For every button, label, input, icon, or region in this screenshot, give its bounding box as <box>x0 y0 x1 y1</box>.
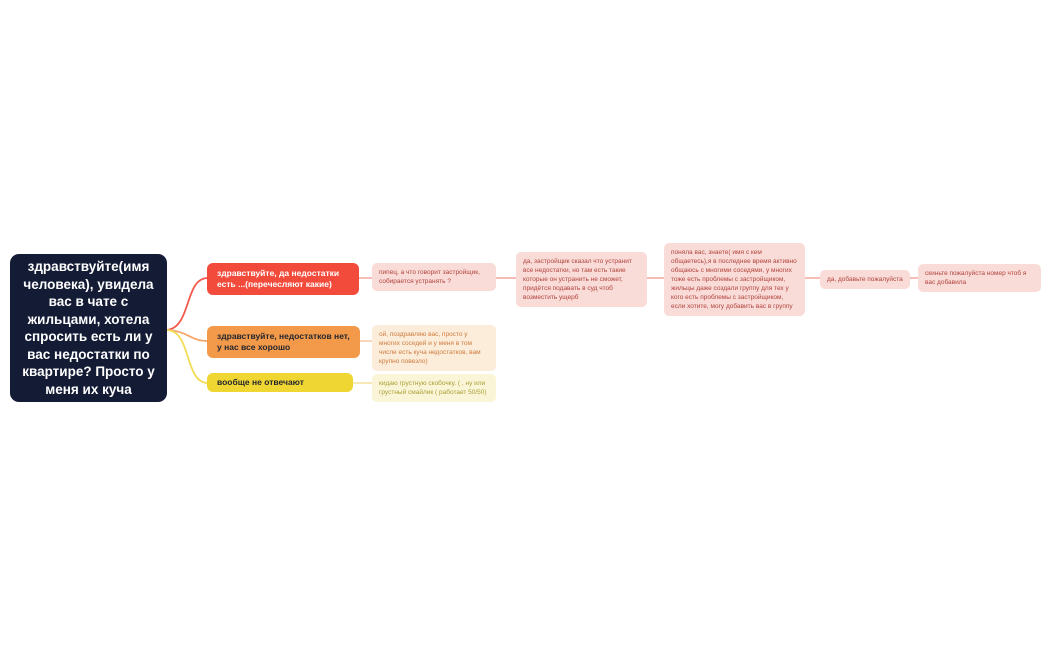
connector-root-to-no-defects <box>167 330 208 341</box>
leaf-defects-reply-2[interactable]: да, застройщик сказал что устранит все недостатки, но там есть такие которые он устранить не сможет, придётся подавать в суд чтоб возместить ущерб <box>516 252 647 307</box>
connector-root-to-no-answer <box>167 330 208 383</box>
leaf-no-answer-reply-1[interactable]: кидаю грустную скобочку. ( , ну или грустный смайлик ( работает 50/50) <box>372 374 496 402</box>
leaf-defects-reply-1[interactable]: пипец, а что говорит застройщик, собирается устранять ? <box>372 263 496 291</box>
branch-defects-yes[interactable]: здравствуйте, да недостатки есть ...(перечесляют какие) <box>207 263 359 295</box>
root-node[interactable]: здравствуйте(имя человека), увидела вас в чате с жильцами, хотела спросить есть ли у вас недостатки по квартире? Просто у меня их куча <box>10 254 167 402</box>
leaf-defects-reply-5[interactable]: скиньте пожалуйста номер чтоб я вас добавила <box>918 264 1041 292</box>
leaf-defects-reply-4[interactable]: да, добавьте пожалуйста <box>820 270 910 289</box>
leaf-no-defects-reply-1[interactable]: ой, поздравляю вас, просто у многих соседей и у меня в том числе есть куча недостатков, вам крупно повезло) <box>372 325 496 371</box>
branch-no-answer[interactable]: вообще не отвечают <box>207 373 353 392</box>
connector-root-to-defects-yes <box>167 278 208 330</box>
leaf-defects-reply-3[interactable]: поняла вас, знаете( имя с кем общаетесь),я в последнее время активно общаюсь с многими соседями, у многих тоже есть проблемы с застройщиком, жильцы даже создали группу для тех у кого есть проблемы с застройщиком, если хотите, могу добавить вас в группу <box>664 243 805 316</box>
branch-no-defects[interactable]: здравствуйте, недостатков нет, у нас все хорошо <box>207 326 360 358</box>
